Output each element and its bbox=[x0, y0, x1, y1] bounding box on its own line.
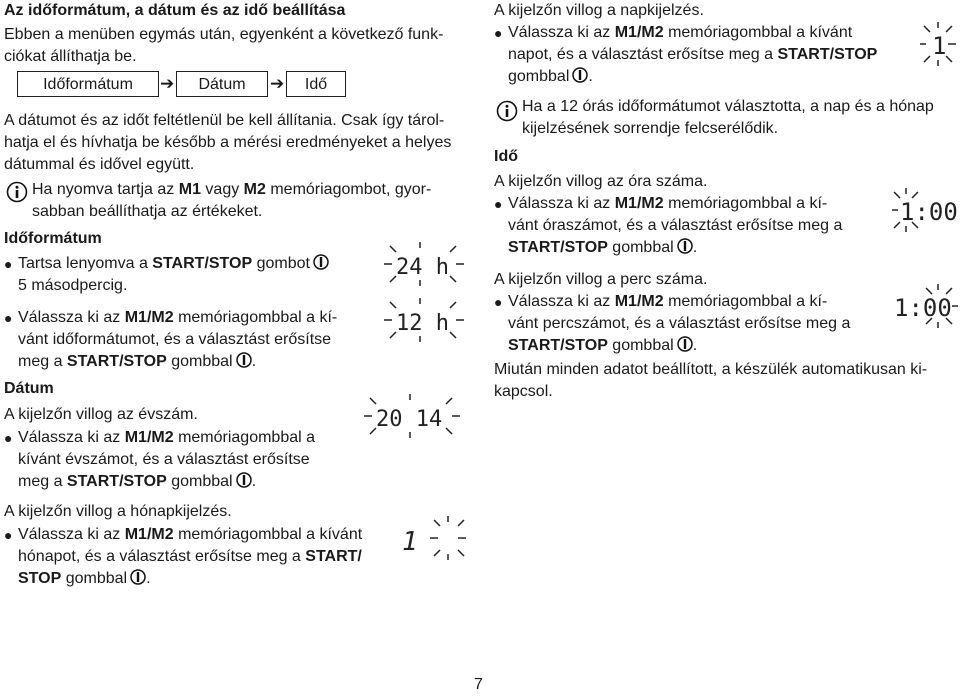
bullet-dot: ● bbox=[4, 527, 13, 543]
bullet-dot: ● bbox=[4, 310, 13, 326]
flow-box-idoformatum: Időformátum bbox=[17, 71, 159, 97]
lcd-text: 1:00 bbox=[900, 198, 958, 226]
flow-box-ido: Idő bbox=[286, 71, 346, 97]
idoformatum-b2-line-1: Válassza ki az M1/M2 memóriagombbal a kí- bbox=[18, 309, 338, 326]
datum-b-line-2: kívánt évszámot, és a választást erősítse bbox=[18, 451, 310, 468]
bullet-dot: ● bbox=[4, 256, 13, 272]
lcd-text: 1 bbox=[402, 527, 418, 557]
flow-diagram bbox=[4, 71, 354, 97]
idoformatum-b2-line-3: meg a START/STOP gombbal . bbox=[18, 353, 257, 370]
honap-b-line-1: Válassza ki az M1/M2 memóriagombbal a kívánt bbox=[18, 526, 363, 543]
heading-idoformatum: Időformátum bbox=[4, 230, 102, 247]
lcd-text: 24 h bbox=[396, 255, 449, 280]
power-icon bbox=[236, 472, 252, 488]
info-line-2: sabban beállíthatja az értékeket. bbox=[32, 203, 263, 220]
intro-line-1: Ebben a menüben egymás után, egyenként a következő funk- bbox=[4, 26, 444, 43]
intro-line-2: ciókat állíthatja be. bbox=[4, 48, 137, 65]
power-icon bbox=[313, 254, 329, 270]
heading-datum: Dátum bbox=[4, 380, 54, 397]
ora-blink-text: A kijelzőn villog az óra száma. bbox=[494, 173, 708, 190]
datum-b-line-1: Válassza ki az M1/M2 memóriagombbal a bbox=[18, 429, 316, 446]
datum-blink-text: A kijelzőn villog az évszám. bbox=[4, 406, 198, 423]
power-icon bbox=[677, 336, 693, 352]
flow-box-datum: Dátum bbox=[176, 71, 268, 97]
power-icon bbox=[236, 352, 252, 368]
lcd-display-24h bbox=[380, 240, 466, 288]
nap-blink-text: A kijelzőn villog a napkijelzés. bbox=[494, 2, 704, 19]
info-line-1: Ha nyomva tartja az M1 vagy M2 memóriagombot, gyor- bbox=[32, 181, 432, 198]
info-icon bbox=[6, 181, 28, 203]
perc-line-1: Válassza ki az M1/M2 memóriagombbal a kí- bbox=[508, 293, 828, 310]
idoformatum-b1-line-1: Tartsa lenyomva a START/STOP gombot bbox=[18, 253, 329, 275]
power-icon bbox=[130, 569, 146, 585]
honap-b-line-3: STOP gombbal . bbox=[18, 570, 151, 587]
heading-ido: Idő bbox=[494, 148, 518, 165]
ora-line-1: Válassza ki az M1/M2 memóriagombbal a kí- bbox=[508, 195, 828, 212]
para-line-1: A dátumot és az időt feltétlenül be kell állítania. Csak így tárol- bbox=[4, 112, 445, 129]
para-line-3: dátummal és idővel együtt. bbox=[4, 156, 195, 173]
lcd-display-hour bbox=[890, 186, 960, 234]
ora-line-2: vánt óraszámot, és a választást erősítse meg a bbox=[508, 217, 843, 234]
lcd-text: 1:00 bbox=[894, 294, 952, 322]
honap-blink-text: A kijelzőn villog a hónapkijelzés. bbox=[4, 503, 232, 520]
nap-b-line-3: gombbal . bbox=[508, 68, 593, 85]
page-number: 7 bbox=[474, 676, 483, 693]
para-line-2: hatja el és hívhatja be később a mérési eredményeket a helyes bbox=[4, 134, 452, 151]
power-icon bbox=[677, 238, 693, 254]
final-line-1: Miután minden adatot beállított, a készülék automatikusan ki- bbox=[494, 361, 928, 378]
idoformatum-b1-line-2: 5 másodpercig. bbox=[18, 277, 128, 294]
nap-b-line-2: napot, és a választást erősítse meg a START/STOP bbox=[508, 46, 878, 63]
info-12h-line-2: kijelzésének sorrendje felcserélődik. bbox=[522, 120, 779, 137]
datum-b-line-3: meg a START/STOP gombbal . bbox=[18, 473, 257, 490]
section-title: Az időformátum, a dátum és az idő beállítása bbox=[4, 2, 346, 19]
idoformatum-b2-line-2: vánt időformátumot, és a választást erősítse bbox=[18, 331, 332, 348]
lcd-display-minute bbox=[890, 282, 960, 330]
bullet-dot: ● bbox=[494, 294, 503, 310]
perc-blink-text: A kijelzőn villog a perc száma. bbox=[494, 271, 708, 288]
info-12h-line-1: Ha a 12 órás időformátumot választotta, a nap és a hónap bbox=[522, 98, 934, 115]
final-line-2: kapcsol. bbox=[494, 383, 553, 400]
lcd-display-12h bbox=[380, 296, 466, 344]
lcd-text: 1 bbox=[932, 32, 947, 60]
arrow-right-icon: ➔ bbox=[270, 74, 285, 93]
info-icon bbox=[496, 100, 518, 122]
bullet-dot: ● bbox=[494, 196, 503, 212]
honap-b-line-2: hónapot, és a választást erősítse meg a START/ bbox=[18, 548, 362, 565]
power-icon bbox=[572, 67, 588, 83]
perc-line-2: vánt percszámot, és a választást erősítse meg a bbox=[508, 315, 851, 332]
lcd-display-year bbox=[362, 392, 462, 440]
lcd-display-day bbox=[918, 20, 958, 68]
lcd-text: 12 h bbox=[396, 311, 449, 336]
ora-line-3: START/STOP gombbal . bbox=[508, 239, 698, 256]
bullet-dot: ● bbox=[494, 25, 503, 41]
perc-line-3: START/STOP gombbal . bbox=[508, 337, 698, 354]
lcd-text: 20 14 bbox=[376, 407, 443, 432]
arrow-right-icon: ➔ bbox=[160, 74, 175, 93]
nap-b-line-1: Válassza ki az M1/M2 memóriagombbal a kívánt bbox=[508, 24, 853, 41]
lcd-display-month bbox=[400, 514, 470, 562]
bullet-dot: ● bbox=[4, 430, 13, 446]
